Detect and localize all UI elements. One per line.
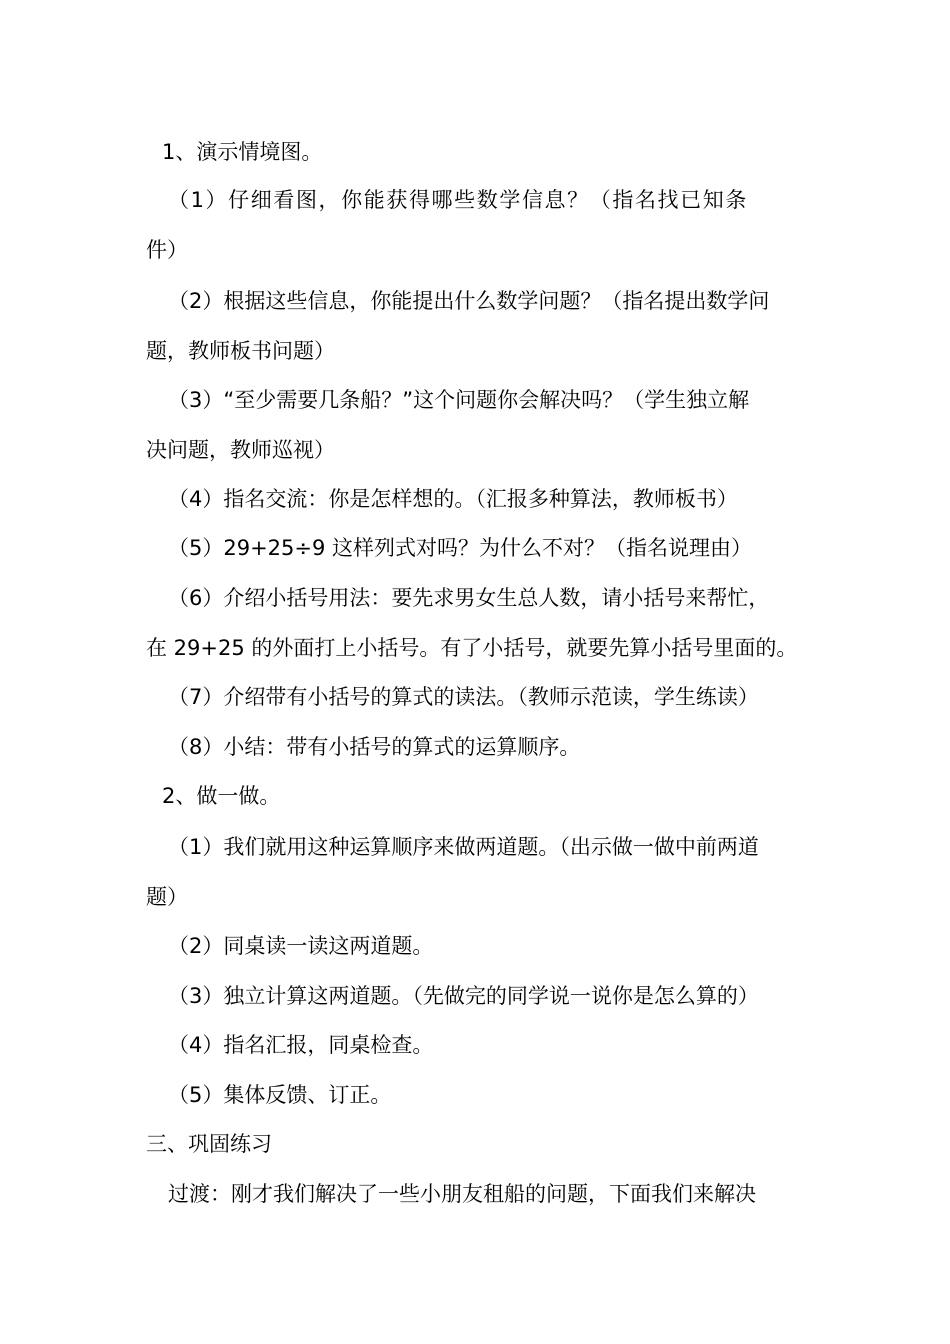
paragraph-line: （5）29+25÷9 这样列式对吗？为什么不对？（指名说理由） bbox=[168, 536, 753, 560]
paragraph-line: （2）根据这些信息，你能提出什么数学问题？（指名提出数学问 bbox=[168, 289, 770, 313]
paragraph-line: （2）同桌读一读这两道题。 bbox=[168, 934, 434, 958]
paragraph-line: （3）“至少需要几条船？”这个问题你会解决吗？（学生独立解 bbox=[168, 388, 750, 412]
paragraph-line: （5）集体反馈、订正。 bbox=[168, 1083, 392, 1107]
paragraph-line: （4）指名汇报，同桌检查。 bbox=[168, 1033, 434, 1057]
paragraph-line: （8）小结：带有小括号的算式的运算顺序。 bbox=[168, 735, 581, 759]
paragraph-line: 决问题，教师巡视） bbox=[146, 438, 335, 462]
paragraph-line: （7）介绍带有小括号的算式的读法。（教师示范读，学生练读） bbox=[168, 685, 759, 709]
paragraph-line: 件） bbox=[146, 238, 188, 262]
paragraph-line: （6）介绍小括号用法：要先求男女生总人数，请小括号来帮忙， bbox=[168, 586, 770, 610]
paragraph-line: （1）我们就用这种运算顺序来做两道题。（出示做一做中前两道 bbox=[168, 835, 759, 859]
section-heading: 三、巩固练习 bbox=[146, 1132, 272, 1156]
paragraph-line: 在 29+25 的外面打上小括号。有了小括号，就要先算小括号里面的。 bbox=[146, 636, 798, 660]
paragraph-line: （4）指名交流：你是怎样想的。（汇报多种算法，教师板书） bbox=[168, 487, 738, 511]
paragraph-line: 题） bbox=[146, 885, 188, 909]
paragraph-line: 1、演示情境图。 bbox=[162, 140, 323, 164]
paragraph-line: （3）独立计算这两道题。（先做完的同学说一说你是怎么算的） bbox=[168, 984, 759, 1008]
paragraph-line: 题，教师板书问题） bbox=[146, 339, 335, 363]
paragraph-line: 2、做一做。 bbox=[162, 784, 281, 808]
paragraph-line: 过渡：刚才我们解决了一些小朋友租船的问题，下面我们来解决 bbox=[168, 1182, 756, 1206]
paragraph-line: （1）仔细看图，你能获得哪些数学信息？（指名找已知条 bbox=[168, 188, 748, 212]
